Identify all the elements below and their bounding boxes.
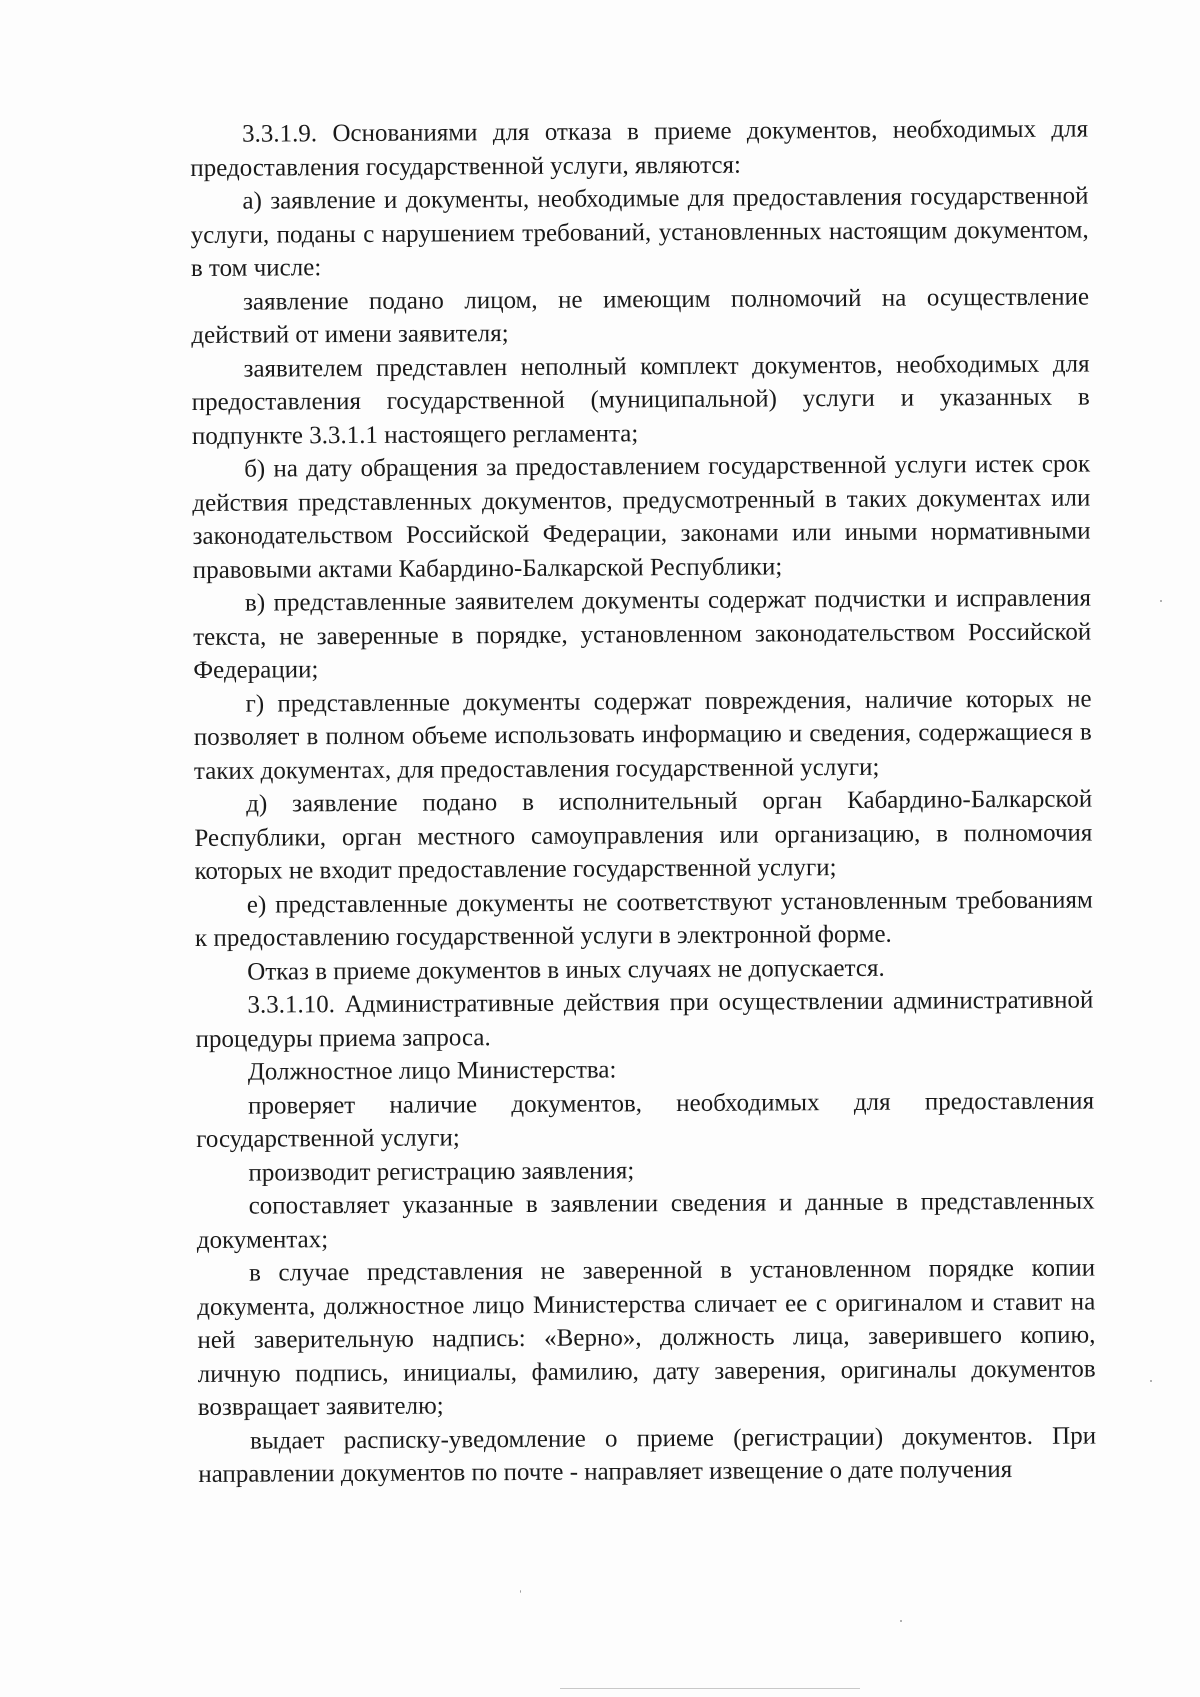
paragraph-item-e: е) представленные документы не соответствуют установленным требованиям к предоставлению государственной услуги в электронной форме. [194,886,1093,952]
paragraph-receipt: выдает расписку-уведомление о приеме (регистрации) документов. При направлении документов по почте - направляет извещение о дате получения [198,1421,1097,1488]
paragraph-item-d: д) заявление подано в исполнительный орган Кабардино-Балкарской Республики, орган местного самоуправления или организацию, в полномочия которых не входит предоставление государственной услуги; [194,785,1093,885]
scan-speck [1150,1380,1152,1382]
paragraph-item-g: г) представленные документы содержат повреждения, наличие которых не позволяет в полном объеме использовать информацию и сведения, содержащиеся в таких документах, для предоставления государственной услуги; [193,685,1092,785]
paragraph-official: Должностное лицо Министерства: [247,1056,617,1086]
paragraph-registers: производит регистрацию заявления; [248,1156,635,1187]
scan-edge-line [560,1688,860,1689]
paragraph-copy-certification: в случае представления не заверенной в установленном порядке копии документа, должностное лицо Министерства сличает ее с оригиналом и ставит на ней заверительную надпись: «Верно», должность лица, заверившего копию, личную подпись, инициалы, фамилию, дату заверения, оригиналы документов возвращает заявителю; [197,1254,1096,1421]
paragraph-incomplete-set: заявителем представлен неполный комплект документов, необходимых для предоставления государственной (муниципальной) услуги и указанных в подпункте 3.3.1.1 настоящего регламента; [191,350,1090,450]
document-body [190,113,1096,1492]
paragraph-item-v: в) представленные заявителем документы содержат подчистки и исправления текста, не заверенные в порядке, установленном законодательством Российской Федерации; [193,584,1092,684]
paragraph-no-authority: заявление подано лицом, не имеющим полномочий на осуществление действий от имени заявителя; [191,283,1090,349]
paragraph-3-3-1-10: 3.3.1.10. Административные действия при осуществлении административной процедуры приема запроса. [195,986,1094,1053]
paragraph-checks-documents: проверяет наличие документов, необходимых для предоставления государственной услуги; [196,1086,1095,1153]
paragraph-refusal-other: Отказ в приеме документов в иных случаях не допускается. [247,954,885,986]
scan-speck [520,1590,521,1593]
paragraph-item-a: а) заявление и документы, необходимые для предоставления государственной услуги, поданы с нарушением требований, установленных настоящим документом, в том числе: [190,182,1089,282]
paragraph-3-3-1-9: 3.3.1.9. Основаниями для отказа в приеме документов, необходимых для предоставления государственной услуги, являются: [190,115,1089,182]
paragraph-item-b: б) на дату обращения за предоставлением государственной услуги истек срок действия представленных документов, предусмотренный в таких документах или законодательством Российской Федерации, законами или иными нормативными правовыми актами Кабардино-Балкарской Республики; [192,450,1091,584]
scan-speck [1160,600,1162,602]
paragraph-compares: сопоставляет указанные в заявлении сведения и данные в представленных документах; [196,1187,1095,1254]
scan-speck [900,1620,902,1622]
